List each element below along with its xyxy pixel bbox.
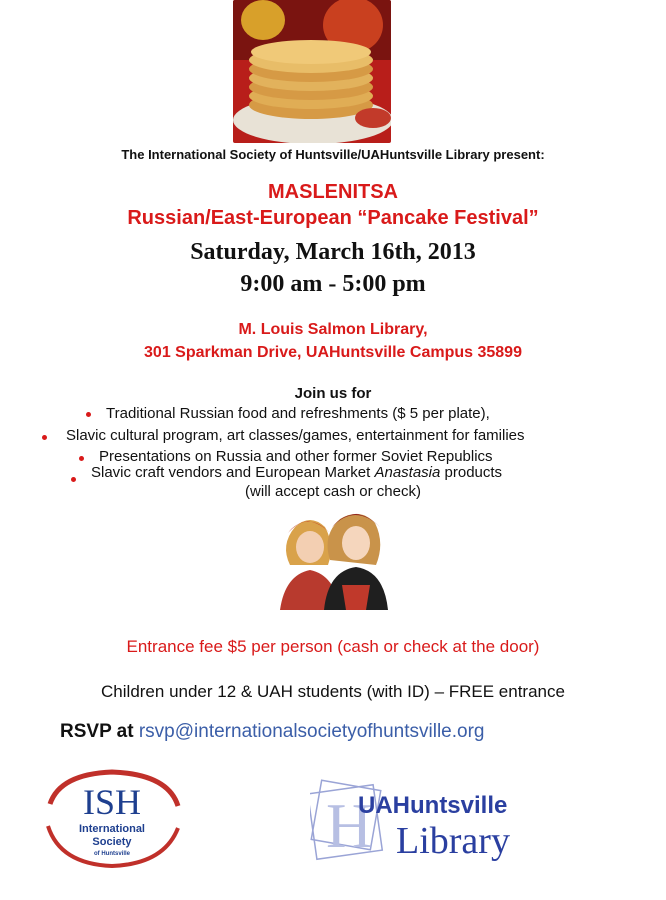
rsvp-line <box>60 721 485 743</box>
entrance-fee: Entrance fee $5 per person (cash or check at the door) <box>126 637 540 656</box>
free-entrance: Children under 12 & UAH students (with ID) – FREE entrance <box>101 682 565 701</box>
uah-logo-line1: UAHuntsville <box>358 792 508 819</box>
event-time: 9:00 am - 5:00 pm <box>240 271 426 297</box>
bullet-dot <box>86 412 91 417</box>
children-photo <box>250 505 405 610</box>
payment-note: (will accept cash or check) <box>245 483 421 500</box>
ish-logo-line3: of Huntsville <box>93 851 131 857</box>
pancake-photo <box>233 0 391 143</box>
join-heading: Join us for <box>294 385 372 402</box>
ish-logo-line1: International <box>78 823 146 835</box>
ish-logo-letters: ISH <box>82 782 142 822</box>
activity-item <box>91 464 502 481</box>
rsvp-label: RSVP at <box>60 721 134 742</box>
rsvp-email-link[interactable]: rsvp@internationalsocietyofhuntsville.org <box>138 721 485 742</box>
ish-logo <box>40 766 184 870</box>
activity-item: Slavic cultural program, art classes/games, entertainment for families <box>66 427 525 444</box>
activity-text: Slavic craft vendors and European Market <box>91 464 371 481</box>
event-name: MASLENITSA <box>268 181 398 203</box>
event-subtitle: Russian/East-European “Pancake Festival” <box>127 207 539 229</box>
venue-name: M. Louis Salmon Library, <box>238 321 428 338</box>
activity-text: products <box>440 464 503 481</box>
bullet-dot <box>79 456 84 461</box>
event-date: Saturday, March 16th, 2013 <box>190 239 476 265</box>
activity-item: Traditional Russian food and refreshments ($ 5 per plate), <box>106 405 490 422</box>
presenter-line: The International Society of Huntsville/UAHuntsville Library present: <box>121 147 545 162</box>
product-brand: Anastasia <box>374 464 441 481</box>
activity-item: Presentations on Russia and other former Soviet Republics <box>99 448 493 465</box>
uah-logo-line2: Library <box>396 820 510 862</box>
bullet-dot <box>71 477 76 482</box>
svg-text:H: H <box>326 790 373 861</box>
venue-address: 301 Sparkman Drive, UAHuntsville Campus 35899 <box>144 344 522 361</box>
uah-library-logo <box>310 775 570 875</box>
bullet-dot <box>42 435 47 440</box>
ish-logo-line2: Society <box>92 836 132 848</box>
